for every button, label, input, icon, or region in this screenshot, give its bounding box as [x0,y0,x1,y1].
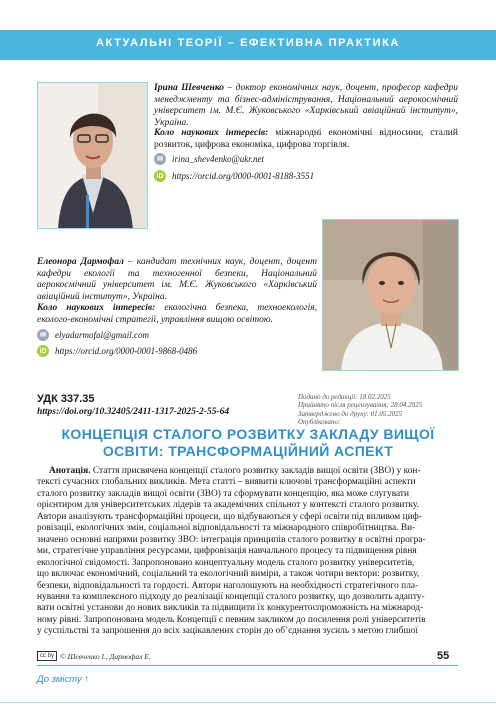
author1-interests-text: міжнародні економічні відносини, сталий розвиток, цифрова економіка, цифрова торгівля. [154,128,458,150]
author2-interests [37,303,317,326]
orcid-icon: iD [154,170,166,182]
abstract-line: вати освітні установи до нових викликів та підвищити їх конкурентоспроможність на міжнарод- [37,603,424,614]
copyright-text: © Шевченко І., Дармофал Е. [60,651,151,661]
copyright-line [37,651,151,661]
author2-interests-text: екологічна безпека, техноекологія, еколого-економічні стратегії, управління вищою освітою. [37,303,317,325]
orcid-icon: iD [37,345,49,357]
bottom-rule [0,702,496,703]
page-number: 55 [437,650,450,662]
date-published: Опубліковано: [298,418,341,427]
abstract-label: Анотація. [49,466,91,476]
abstract-line: значено основні напрями розвитку ЗВО: інтеграція принципів сталого розвитку в освітні програ- [37,534,426,545]
abstract-line: екологічної свідомості. Запропоновано концептуальну модель сталого розвитку університетів, [37,557,415,568]
article-title [40,426,456,460]
mail-icon: ✉ [154,153,166,165]
author2-interests-label: Коло наукових інтересів: [37,303,156,313]
author1-email[interactable]: irina_shev4enko@ukr.net [172,154,265,164]
date-approved: Затверджено до друку: 01.05.2025 [298,409,403,418]
mail-icon: ✉ [37,329,49,341]
cc-license-badge: cc by [37,651,57,661]
abstract [37,466,457,638]
author1-bio [154,83,458,129]
portrait-image [323,220,459,371]
abstract-line: тексті сучасних глобальних викликів. Мета статті – виявити ключові трансформаційні аспекти [37,477,416,488]
footer-rule [37,665,458,666]
author2-email[interactable]: elyadarmofal@gmail.com [55,330,150,340]
title-line-1: КОНЦЕПЦІЯ СТАЛОГО РОЗВИТКУ ЗАКЛАДУ ВИЩОЇ [61,426,435,442]
submission-dates [298,393,458,427]
date-accepted: Прийнято після рецензування: 28.04.2025 [298,401,423,410]
udc-code: УДК 337.35 [37,393,95,405]
abstract-line: ному рівні. Запропонована модель Концепції є певним закликом до посилення ролі університетів [37,614,426,625]
doi-link[interactable]: https://doi.org/10.32405/2411-1317-2025-2-55-64 [37,407,230,417]
author1-orcid-row [154,170,314,182]
author2-orcid[interactable]: https://orcid.org/0000-0001-9868-0486 [55,346,198,356]
author1-email-row [154,153,264,165]
author2-name: Елеонора Дармофал [37,257,124,267]
author1-interests-label: Коло наукових інтересів: [154,128,269,138]
author2-photo [322,219,459,371]
author1-position: – доктор економічних наук, доцент, професор кафедри менеджменту та бізнес-адміністрування, Національний аерокосмічний університет ім. М.Є. Жуковського «Харківський авіаційний інститут», Україна. [154,83,458,128]
abstract-line: нування та комплексного підходу до реалізації концепції сталого розвитку, що дозволить адапту- [37,591,425,602]
portrait-image [38,83,148,229]
running-header: АКТУАЛЬНІ ТЕОРІЇ – ЕФЕКТИВНА ПРАКТИКА [96,37,400,49]
author1-interests [154,128,458,151]
abstract-text: Стаття присвячена концепції сталого розвитку закладів вищої освіти (ЗВО) у кон- [90,466,421,476]
abstract-line: сталого розвитку закладів вищої освіти (ЗВО) та сформувати концепцію, яка може слугувати [37,488,410,499]
abstract-line: ровізації, екологічних змін, соціальної відповідальності та міжнародного співробітництва. Ви- [37,523,416,534]
title-line-2: ОСВІТИ: ТРАНСФОРМАЦІЙНИЙ АСПЕКТ [102,443,394,459]
abstract-line: ми, стратегічне управління ресурсами, цифровізація навчального процесу та підвищення рівня [37,546,417,557]
toc-link[interactable]: До змісту ↑ [37,674,90,685]
abstract-line: орієнтиром для університетських лідерів та академічних спільнот у контексті сталого розвитку. [37,500,420,511]
author1-orcid[interactable]: https://orcid.org/0000-0001-8188-3551 [172,171,315,181]
author2-bio [37,257,317,303]
author1-photo [37,82,148,229]
author2-email-row [37,329,149,341]
author2-orcid-row [37,345,197,357]
abstract-line-0 [37,466,457,477]
abstract-line: що включає економічний, соціальний та екологічний виміри, а також чотири вектори: розвитку, [37,569,420,580]
author2-position: – кандидат технічних наук, доцент, доцент кафедри екології та техногенної безпеки, Національний аерокосмічний університет ім. М.Є. Жуковського «Харківський авіаційний інститут», Україна. [37,257,317,302]
abstract-line: Автори аналізують трансформаційні процеси, що відбуваються у сфері освіти під впливом циф- [37,511,422,522]
author1-name: Ірина Шевченко [154,83,225,93]
abstract-line: у суспільстві та запрошення до всіх зацікавлених сторін до об’єднання зусиль з метою глибшої [37,626,418,637]
abstract-line: безпеки, відповідальності та гордості. Автори наголошують на необхідності стратегічного пла- [37,580,419,591]
date-submitted: Подано до редакції: 18.02.2025 [298,393,391,401]
